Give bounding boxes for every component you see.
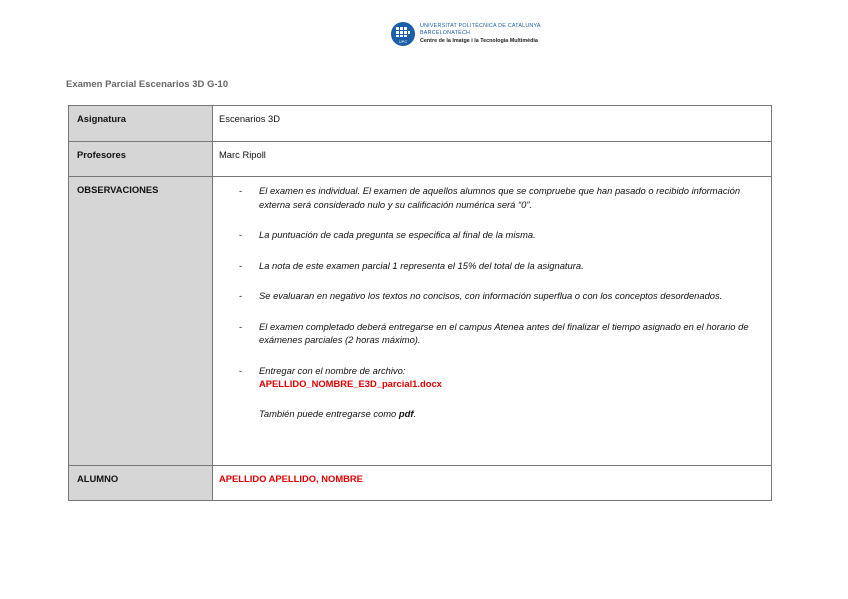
observaciones-value <box>213 177 772 466</box>
filename: APELLIDO_NOMBRE_E3D_parcial1.docx <box>259 378 442 389</box>
asignatura-label: Asignatura <box>69 106 213 142</box>
table-row-profesores <box>69 142 772 177</box>
document-title: Examen Parcial Escenarios 3D G-10 <box>66 79 229 90</box>
list-item: - La puntuación de cada pregunta se especifica al final de la misma. <box>239 229 536 240</box>
list-item: - Se evaluaran en negativo los textos no concisos, con información superflua o con los conceptos desordenados. <box>239 290 723 301</box>
table-row-observaciones <box>69 177 772 466</box>
table-row-asignatura <box>69 106 772 142</box>
profesores-label: Profesores <box>69 142 213 177</box>
table-row-alumno <box>69 466 772 501</box>
logo-centre-name: Centre de la Imatge i la Tecnologia Multimèdia <box>420 38 538 44</box>
observaciones-list <box>219 184 771 420</box>
logo-university-name: UNIVERSITAT POLITÈCNICA DE CATALUNYA <box>420 23 541 29</box>
alumno-value[interactable]: APELLIDO APELLIDO, NOMBRE <box>213 466 772 501</box>
list-item-entregar: - Entregar con el nombre de archivo: APELLIDO_NOMBRE_E3D_parcial1.docx También puede entregarse como pdf. <box>239 364 763 421</box>
asignatura-value: Escenarios 3D <box>213 106 772 142</box>
exam-info-table <box>68 105 772 501</box>
profesores-value: Marc Ripoll <box>213 142 772 177</box>
observaciones-label: OBSERVACIONES <box>69 177 213 466</box>
alumno-label: ALUMNO <box>69 466 213 501</box>
svg-text:UPC: UPC <box>398 39 408 44</box>
upc-logo <box>391 20 541 48</box>
logo-barcelonatech: BARCELONATECH <box>420 30 471 36</box>
list-item: - La nota de este examen parcial 1 representa el 15% del total de la asignatura. <box>239 259 584 271</box>
pdf-format: pdf <box>398 407 414 419</box>
list-item: - El examen completado deberá entregarse en el campus Atenea antes del finalizar el tiempo asignado en el horario de exámenes parciales (2 horas máximo). <box>239 320 749 345</box>
also-pdf-text: También puede entregarse como pdf. <box>259 407 417 419</box>
entregar-text: Entregar con el nombre de archivo: <box>259 364 406 376</box>
list-item: - El examen es individual. El examen de aquellos alumnos que se compruebe que han pasado o recibido información externa será considerado nulo y su calificación numérica será “0”. <box>239 185 741 210</box>
upc-logo-icon <box>391 22 415 46</box>
